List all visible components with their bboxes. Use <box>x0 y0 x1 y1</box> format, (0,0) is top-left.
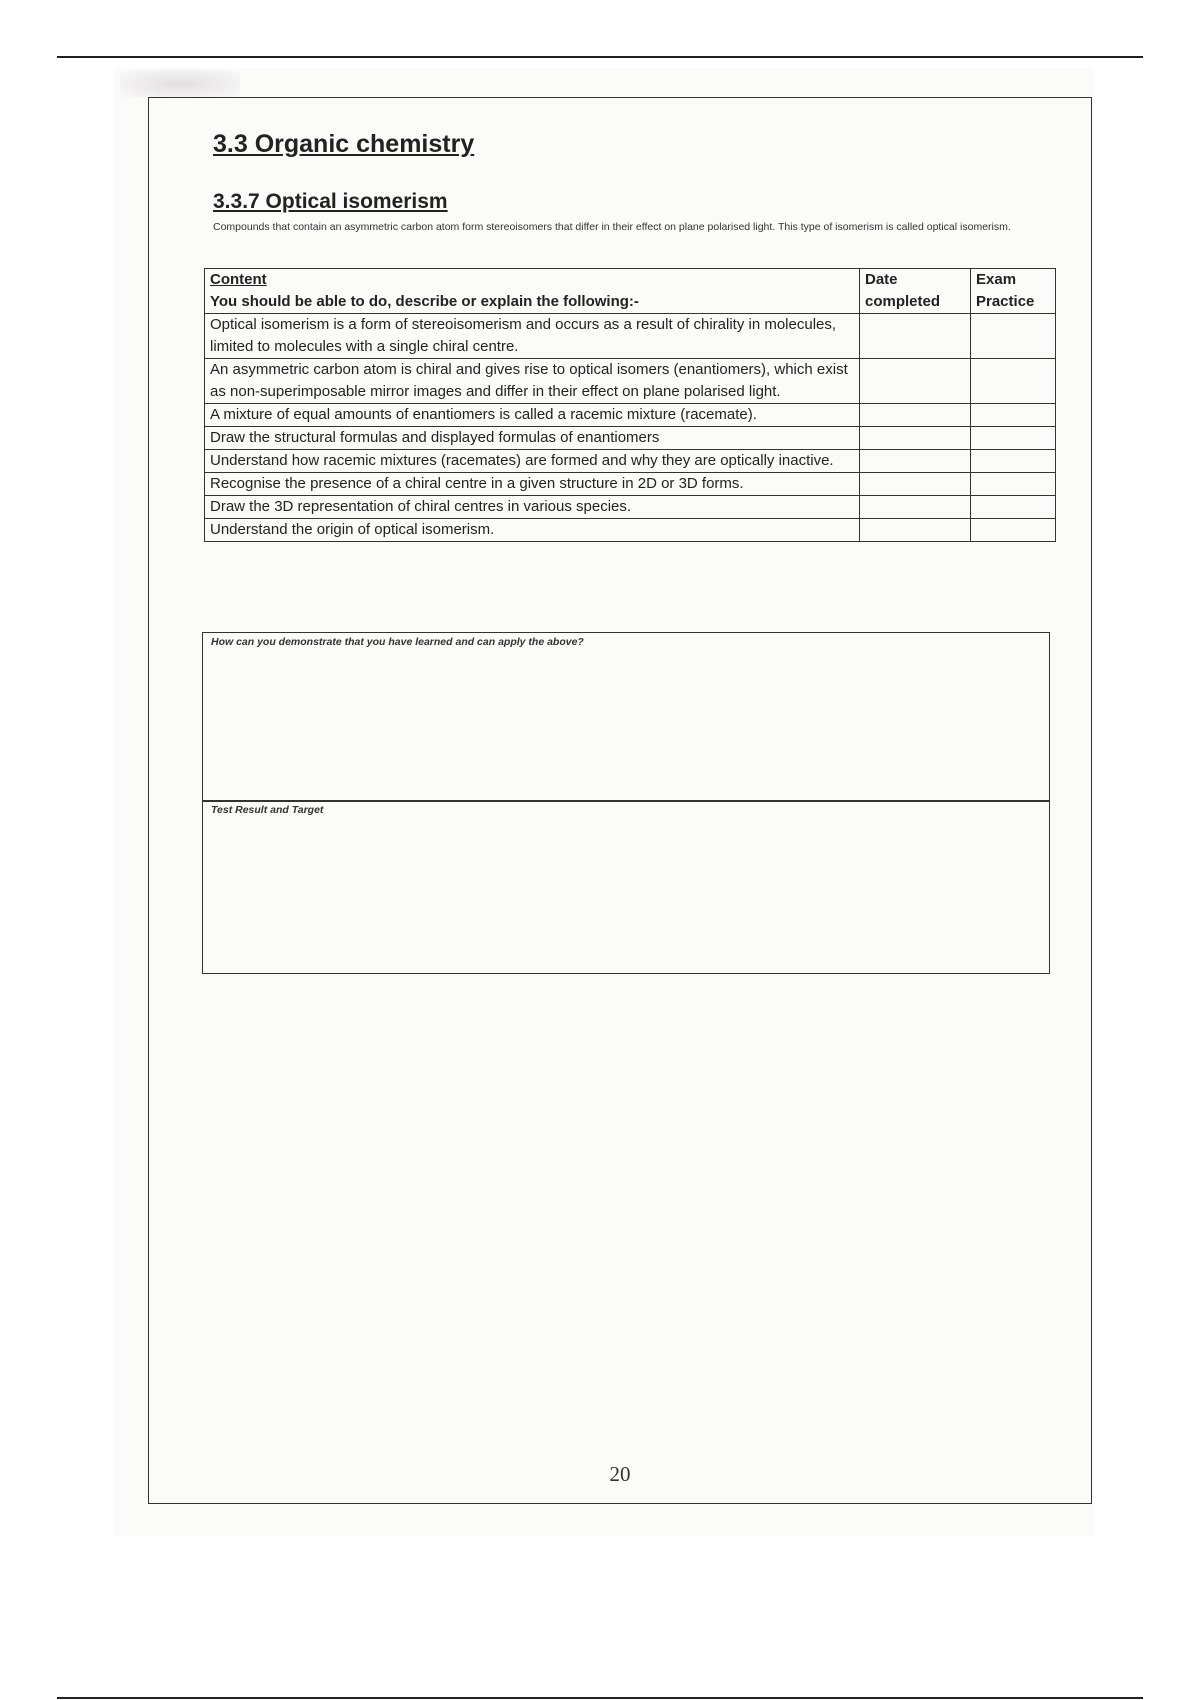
content-header-subtitle: You should be able to do, describe or explain the following:- <box>210 293 639 310</box>
scan-smudge <box>120 70 240 98</box>
date-completed-cell[interactable] <box>860 359 971 404</box>
checklist-table <box>204 268 1056 542</box>
table-row <box>205 450 1056 473</box>
exam-practice-cell[interactable] <box>971 404 1056 427</box>
row-content: Recognise the presence of a chiral centre in a given structure in 2D or 3D forms. <box>205 473 860 496</box>
date-completed-cell[interactable] <box>860 427 971 450</box>
date-completed-cell[interactable] <box>860 473 971 496</box>
table-row <box>205 427 1056 450</box>
section-heading: 3.3 Organic chemistry <box>213 130 475 158</box>
table-row <box>205 519 1056 542</box>
intro-text: Compounds that contain an asymmetric carbon atom form stereoisomers that differ in their effect on plane polarised light. This type of isomerism is called optical isomerism. <box>213 221 1011 233</box>
date-completed-cell[interactable] <box>860 496 971 519</box>
row-content: Understand the origin of optical isomerism. <box>205 519 860 542</box>
page-number: 20 <box>609 1462 631 1486</box>
apply-prompt: How can you demonstrate that you have learned and can apply the above? <box>211 636 584 648</box>
exam-practice-header: Exam Practice <box>971 269 1056 314</box>
row-content: Understand how racemic mixtures (racemates) are formed and why they are optically inactive. <box>205 450 860 473</box>
test-result-label: Test Result and Target <box>211 804 324 816</box>
exam-practice-cell[interactable] <box>971 473 1056 496</box>
date-completed-cell[interactable] <box>860 314 971 359</box>
date-completed-header: Date completed <box>860 269 971 314</box>
subsection-heading: 3.3.7 Optical isomerism <box>213 190 448 213</box>
test-result-box[interactable] <box>202 800 1050 974</box>
row-content: Draw the 3D representation of chiral centres in various species. <box>205 496 860 519</box>
content-header-label: Content <box>210 271 267 288</box>
bottom-rule <box>57 1697 1143 1699</box>
row-content: Draw the structural formulas and displayed formulas of enantiomers <box>205 427 860 450</box>
exam-practice-cell[interactable] <box>971 496 1056 519</box>
exam-practice-cell[interactable] <box>971 519 1056 542</box>
top-rule <box>57 56 1143 58</box>
table-row <box>205 473 1056 496</box>
table-row <box>205 314 1056 359</box>
date-completed-cell[interactable] <box>860 450 971 473</box>
table-row <box>205 496 1056 519</box>
exam-practice-cell[interactable] <box>971 359 1056 404</box>
exam-practice-cell[interactable] <box>971 450 1056 473</box>
row-content: An asymmetric carbon atom is chiral and gives rise to optical isomers (enantiomers), which exist as non-superimposable mirror images and differ in their effect on plane polarised light. <box>205 359 860 404</box>
row-content: A mixture of equal amounts of enantiomers is called a racemic mixture (racemate). <box>205 404 860 427</box>
exam-practice-cell[interactable] <box>971 427 1056 450</box>
table-header-row <box>205 269 1056 314</box>
content-header <box>205 269 860 314</box>
row-content: Optical isomerism is a form of stereoisomerism and occurs as a result of chirality in molecules, limited to molecules with a single chiral centre. <box>205 314 860 359</box>
table-row <box>205 359 1056 404</box>
apply-response-box[interactable] <box>202 632 1050 802</box>
table-row <box>205 404 1056 427</box>
date-completed-cell[interactable] <box>860 404 971 427</box>
exam-practice-cell[interactable] <box>971 314 1056 359</box>
date-completed-cell[interactable] <box>860 519 971 542</box>
